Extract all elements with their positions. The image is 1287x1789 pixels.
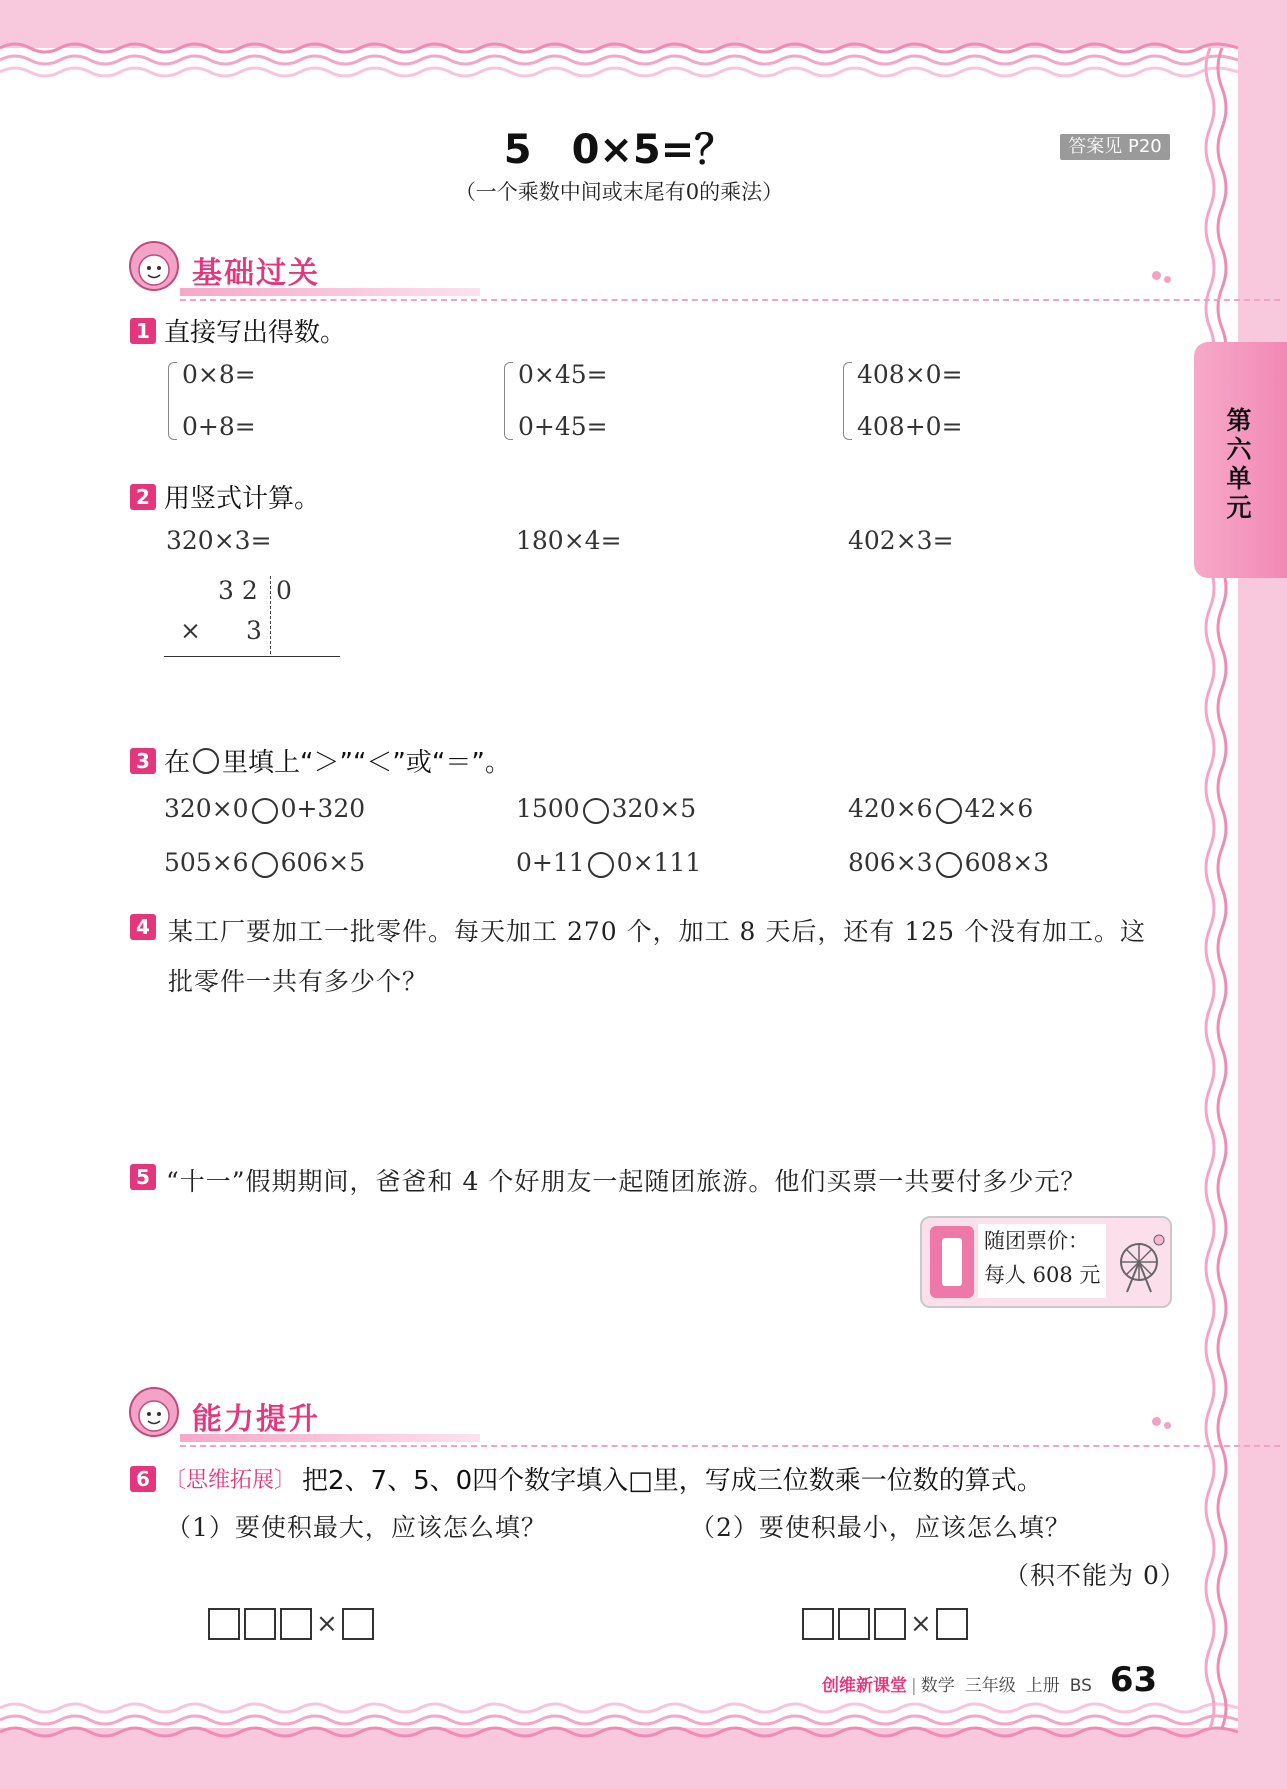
question-number-badge: 5 — [130, 1164, 156, 1190]
footer-edition: BS — [1069, 1676, 1092, 1696]
section-advanced-dotted-rule — [180, 1445, 1280, 1447]
brace — [168, 362, 177, 440]
section-advanced-title: 能力提升 — [192, 1402, 320, 1437]
vertical-calc-zero: 0 — [276, 576, 292, 605]
q3-item — [516, 848, 701, 878]
question-number-badge: 3 — [130, 748, 156, 774]
digit-box[interactable] — [874, 1608, 906, 1640]
lesson-title: 5 0×5=？ — [503, 127, 735, 173]
q3-left: 806×3 — [848, 848, 933, 877]
decor-dot — [1152, 271, 1161, 280]
section-basic-header — [128, 240, 1178, 296]
q1-expression: 408×0= — [857, 360, 963, 389]
vertical-calc-times: × — [180, 616, 201, 645]
digit-box[interactable] — [838, 1608, 870, 1640]
compare-circle[interactable] — [936, 798, 962, 824]
q1-expression: 0+8= — [182, 412, 256, 441]
q3-left: 420×6 — [848, 794, 933, 823]
compare-circle — [193, 748, 219, 774]
question-6-title: 把2、7、5、0四个数字填入□里，写成三位数乘一位数的算式。 — [302, 1466, 1043, 1496]
footer-brand: 创维新课堂 — [822, 1676, 907, 1696]
section-basic-dotted-rule — [180, 299, 1280, 301]
question-number-badge: 6 — [130, 1466, 156, 1492]
mascot-icon — [128, 240, 180, 292]
question-4-heading — [130, 914, 164, 940]
q3-item — [848, 848, 1049, 878]
question-number-badge: 2 — [130, 484, 156, 510]
question-3-heading — [130, 742, 511, 779]
section-basic-title: 基础过关 — [192, 256, 320, 291]
decor-dot — [1164, 276, 1171, 283]
q2-expression: 402×3= — [848, 526, 954, 555]
compare-circle[interactable] — [588, 852, 614, 878]
brace — [504, 362, 513, 440]
brace — [843, 362, 852, 440]
answer-boxes-max — [208, 1608, 378, 1640]
question-5-text: “十一”假期期间，爸爸和 4 个好朋友一起随团旅游。他们买票一共要付多少元？ — [166, 1167, 1087, 1196]
compare-circle[interactable] — [583, 798, 609, 824]
vertical-calc-top: 3 2 — [218, 576, 258, 605]
digit-box[interactable] — [208, 1608, 240, 1640]
question-4-text-line-1: 某工厂要加工一批零件。每天加工 270 个，加工 8 天后，还有 125 个没有加工。这 — [168, 917, 1147, 946]
decor-dot — [1152, 1417, 1161, 1426]
q3-left: 0+11 — [516, 848, 585, 877]
q3-right: 608×3 — [964, 848, 1050, 877]
question-1-heading — [130, 312, 346, 349]
q3-left: 1500 — [516, 794, 580, 823]
section-advanced-header — [128, 1386, 1178, 1442]
q1-expression: 0+45= — [518, 412, 608, 441]
footer-volume: 上册 — [1025, 1676, 1060, 1696]
q3-left: 320×0 — [164, 794, 249, 823]
question-6-note: （积不能为 0） — [1004, 1561, 1186, 1590]
vertical-calc-divider — [270, 576, 271, 654]
digit-box[interactable] — [342, 1608, 374, 1640]
page-footer: 创维新课堂 | 数学 三年级 上册 BS 63 — [822, 1660, 1158, 1700]
q3-right: 606×5 — [280, 848, 366, 877]
page-number: 63 — [1109, 1660, 1158, 1700]
q1-expression: 0×8= — [182, 360, 256, 389]
q3-item — [516, 794, 696, 824]
lesson-subtitle: （一个乘数中间或末尾有0的乘法） — [454, 180, 784, 204]
decor-dot — [1164, 1422, 1171, 1429]
answer-boxes-min — [802, 1608, 972, 1640]
answer-reference-tag: 答案见 P20 — [1060, 134, 1170, 160]
q2-expression: 320×3= — [166, 526, 272, 555]
thinking-extension-tag: 〔思维拓展〕 — [164, 1468, 297, 1493]
times-sign: × — [316, 1609, 338, 1639]
question-5-heading — [130, 1164, 164, 1190]
question-6-part-1: （1）要使积最大，应该怎么填？ — [166, 1513, 547, 1542]
digit-box[interactable] — [802, 1608, 834, 1640]
footer-grade: 三年级 — [964, 1676, 1016, 1696]
q3-right: 320×5 — [611, 794, 697, 823]
ticket-line-1: 随团票价： — [984, 1229, 1089, 1253]
vertical-calc-bottom: 3 — [246, 616, 262, 645]
vertical-calc-line — [164, 656, 340, 657]
q1-expression: 0×45= — [518, 360, 608, 389]
question-3-title-b: 里填上“＞”“＜”或“＝”。 — [222, 748, 511, 778]
question-1-title: 直接写出得数。 — [164, 318, 347, 348]
q1-expression: 408+0= — [857, 412, 963, 441]
q3-right: 0×111 — [616, 848, 702, 877]
ticket-stub — [930, 1226, 974, 1298]
q3-item — [164, 794, 365, 824]
ticket-label — [978, 1224, 1106, 1298]
question-6-heading — [130, 1460, 1043, 1497]
question-3-title-a: 在 — [164, 748, 191, 778]
q2-expression: 180×4= — [516, 526, 622, 555]
ticket-price-card — [920, 1216, 1172, 1308]
ferris-wheel-icon — [1112, 1232, 1166, 1296]
digit-box[interactable] — [280, 1608, 312, 1640]
unit-side-tab — [1194, 342, 1287, 578]
times-sign: × — [910, 1609, 932, 1639]
q3-left: 505×6 — [164, 848, 249, 877]
digit-box[interactable] — [244, 1608, 276, 1640]
q3-right: 0+320 — [280, 794, 366, 823]
question-2-heading — [130, 478, 320, 515]
compare-circle[interactable] — [936, 852, 962, 878]
compare-circle[interactable] — [252, 852, 278, 878]
question-number-badge: 4 — [130, 914, 156, 940]
footer-subject: 数学 — [920, 1676, 955, 1696]
question-4-text-line-2: 批零件一共有多少个？ — [168, 967, 429, 996]
mascot-icon — [128, 1386, 180, 1438]
question-2-title: 用竖式计算。 — [164, 484, 321, 514]
q3-item — [164, 848, 365, 878]
q3-right: 42×6 — [964, 794, 1034, 823]
q3-item — [848, 794, 1033, 824]
unit-side-tab-label: 第六单元 — [1226, 406, 1252, 522]
question-number-badge: 1 — [130, 318, 156, 344]
compare-circle[interactable] — [252, 798, 278, 824]
digit-box[interactable] — [936, 1608, 968, 1640]
question-6-part-2: （2）要使积最小，应该怎么填？ — [690, 1513, 1071, 1542]
ticket-line-2: 每人 608 元 — [984, 1263, 1101, 1287]
